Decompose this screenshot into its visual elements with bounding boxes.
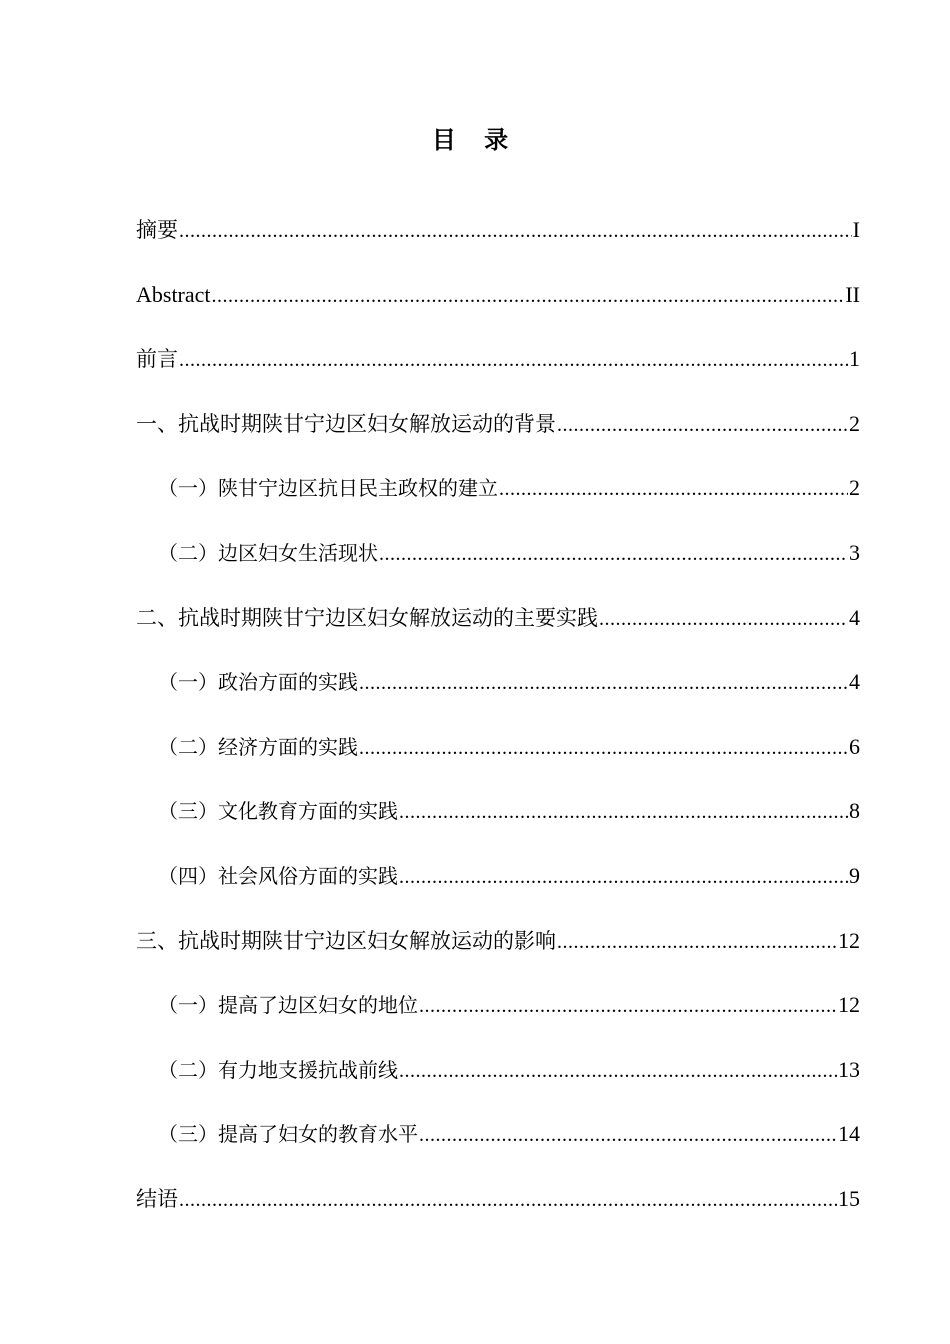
- toc-leader-dots: [399, 1053, 837, 1089]
- toc-leader-dots: [557, 924, 837, 960]
- toc-leader-dots: [419, 1117, 837, 1153]
- toc-entry-chapter-3[interactable]: [136, 923, 860, 988]
- toc-leader-dots: [212, 278, 845, 314]
- toc-list: [136, 212, 860, 1246]
- toc-page-number: II: [845, 281, 860, 307]
- toc-page-number: 6: [849, 733, 860, 759]
- toc-page-number: 13: [838, 1056, 860, 1082]
- toc-entry-abstract-cn[interactable]: [136, 212, 860, 277]
- toc-page-number: 9: [849, 862, 860, 888]
- toc-page-number: 12: [838, 927, 860, 953]
- toc-entry-text: 二、抗战时期陕甘宁边区妇女解放运动的主要实践: [136, 605, 598, 630]
- toc-entry-text: 一、抗战时期陕甘宁边区妇女解放运动的背景: [136, 411, 556, 436]
- toc-entry-text: （三）文化教育方面的实践: [158, 799, 398, 824]
- toc-page-number: 4: [849, 669, 860, 695]
- toc-entry-section-3-3[interactable]: [136, 1116, 860, 1181]
- toc-entry-text: （三）提高了妇女的教育水平: [158, 1122, 418, 1147]
- toc-page-number: I: [852, 217, 860, 242]
- toc-entry-text: 三、抗战时期陕甘宁边区妇女解放运动的影响: [136, 928, 556, 953]
- toc-entry-text: （一）提高了边区妇女的地位: [158, 993, 418, 1018]
- toc-page-number: 8: [849, 798, 860, 824]
- toc-entry-section-2-4[interactable]: [136, 858, 860, 923]
- toc-leader-dots: [179, 1182, 837, 1218]
- toc-page-number: 2: [849, 410, 860, 436]
- toc-page-number: 12: [838, 992, 860, 1018]
- toc-entry-section-2-3[interactable]: [136, 793, 860, 858]
- toc-leader-dots: [419, 988, 837, 1024]
- toc-entry-conclusion[interactable]: [136, 1181, 860, 1246]
- toc-page-number: 4: [849, 604, 860, 630]
- toc-page-number: 14: [838, 1121, 860, 1147]
- toc-page-number: 1: [849, 346, 860, 372]
- toc-entry-text: （二）边区妇女生活现状: [158, 540, 378, 565]
- toc-entry-section-3-1[interactable]: [136, 987, 860, 1052]
- toc-entry-section-3-2[interactable]: [136, 1052, 860, 1117]
- toc-leader-dots: [379, 536, 848, 572]
- toc-leader-dots: [599, 601, 848, 637]
- toc-leader-dots: [499, 471, 848, 507]
- toc-entry-section-1-2[interactable]: [136, 535, 860, 600]
- toc-leader-dots: [179, 213, 852, 249]
- toc-entry-text: （一）陕甘宁边区抗日民主政权的建立: [158, 476, 498, 501]
- toc-page-number: 2: [849, 475, 860, 501]
- toc-entry-text: （一）政治方面的实践: [158, 670, 358, 695]
- toc-leader-dots: [399, 794, 848, 830]
- toc-entry-text: Abstract: [136, 281, 211, 307]
- toc-leader-dots: [359, 730, 848, 766]
- toc-entry-preface[interactable]: [136, 341, 860, 406]
- toc-entry-text: （四）社会风俗方面的实践: [158, 863, 398, 888]
- toc-entry-section-2-2[interactable]: [136, 729, 860, 794]
- toc-entry-section-1-1[interactable]: [136, 470, 860, 535]
- toc-entry-chapter-1[interactable]: [136, 406, 860, 471]
- toc-entry-text: （二）经济方面的实践: [158, 734, 358, 759]
- toc-entry-chapter-2[interactable]: [136, 600, 860, 665]
- toc-entry-text: 摘要: [136, 218, 178, 242]
- toc-leader-dots: [359, 665, 848, 701]
- toc-entry-text: 结语: [136, 1186, 178, 1211]
- toc-leader-dots: [399, 859, 848, 895]
- toc-leader-dots: [179, 342, 848, 378]
- toc-page-number: 15: [838, 1185, 860, 1211]
- toc-page-number: 3: [849, 539, 860, 565]
- toc-entry-abstract-en[interactable]: [136, 277, 860, 342]
- toc-entry-section-2-1[interactable]: [136, 664, 860, 729]
- toc-entry-text: 前言: [136, 347, 178, 372]
- toc-entry-text: （二）有力地支援抗战前线: [158, 1057, 398, 1082]
- toc-title: 目 录: [431, 126, 519, 154]
- toc-leader-dots: [557, 407, 848, 443]
